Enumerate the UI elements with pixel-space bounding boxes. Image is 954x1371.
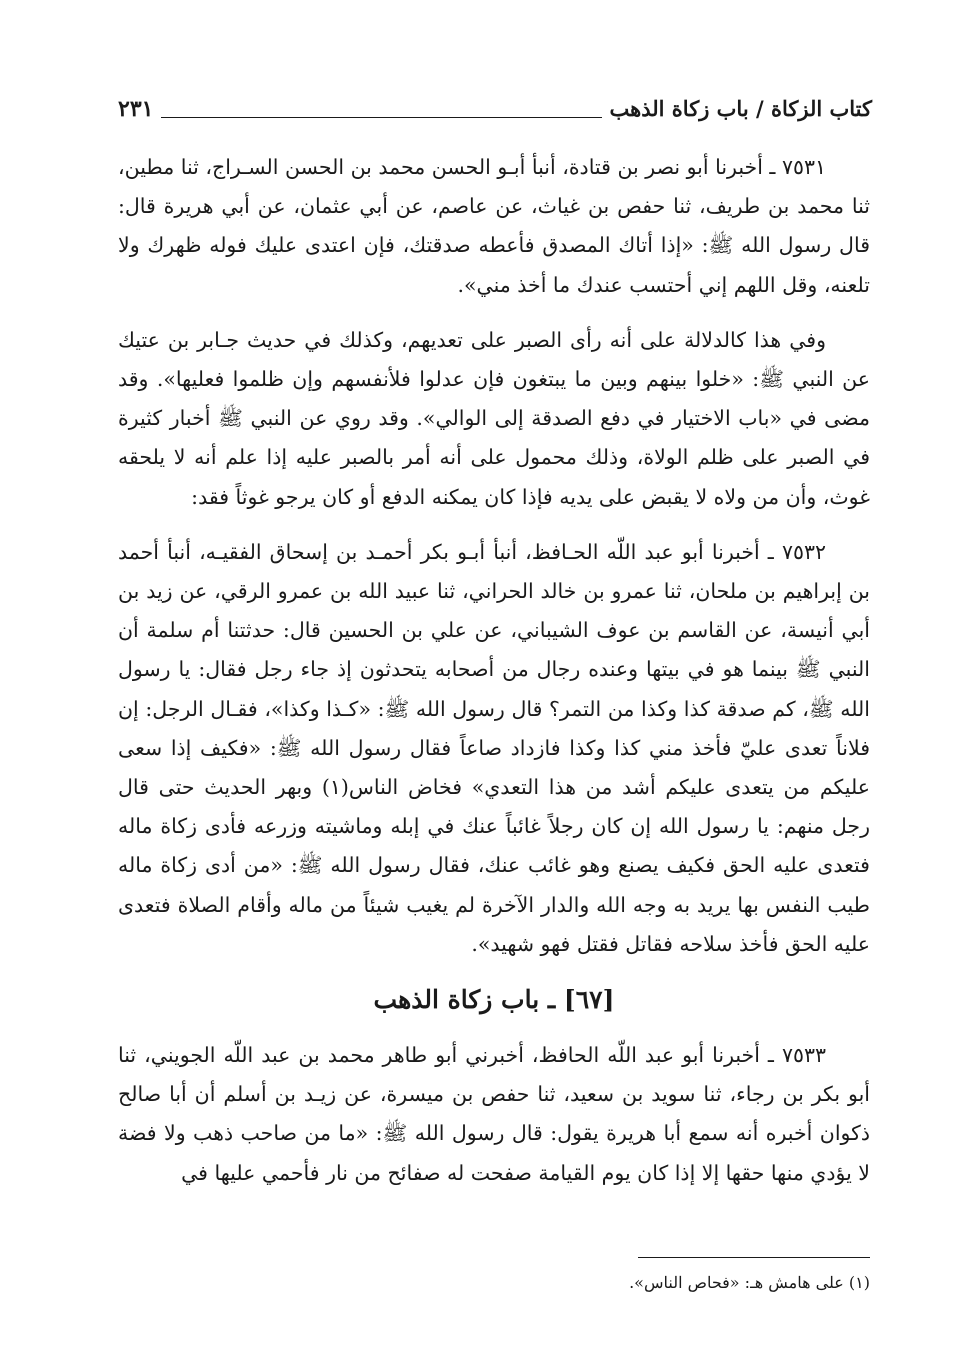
header-rule bbox=[161, 117, 601, 118]
chapter-heading: [٦٧] ـ باب زكاة الذهب bbox=[373, 985, 615, 1015]
footnote: (١) على هامش هـ: «فحاص الناس». bbox=[629, 1273, 870, 1292]
commentary-paragraph: وفي هذا كالدلالة على أنه رأى الصبر على تعديهم، وكذلك في حديث جـابر بن عتيك عن النبي ﷺ: «خلوا بينهم وبين ما يبتغون فإن عدلوا فلأنفسهم وإن ظلموا فعليها». وقد مضى في «باب الاختيار في دفع الصدقة إلى الوالي». وقد روي عن النبي ﷺ أخبار كثيرة في الصبر على ظلم الولاة، وذلك محمول على أنه أمر بالصبر عليه إذا علم أنه لا يلحقه غوث، وأن من ولاه لا يقبض على يديه فإذا كان يمكنه الدفع أو كان يرجو غوثاً فقد: bbox=[118, 327, 870, 509]
hadith-7531: ٧٥٣١ ـ أخبرنا أبو نصر بن قتادة، أنبأ أبـو الحسن محمد بن الحسن السـراج، ثنا مطين، ثنا محمد بن طريف، ثنا حفص بن غياث، عن عاصم، عن أبي عثمان، عن أبي هريرة قال: قال رسول الله ﷺ: «إذا أتاك المصدق فأعطه صدقتك، فإن اعتدى عليك فوله ظهرك ولا تلعنه، وقل اللهم إني أحتسب عندك ما أخذ مني». bbox=[118, 155, 870, 297]
hadith-7533: ٧٥٣٣ ـ أخبرنا أبو عبد اللّه الحافظ، أخبرني أبو طاهر محمد بن عبد اللّه الجويني، ثنا أبو بكر بن رجاء، ثنا سويد بن سعيد، ثنا حفص بن ميسرة، عن زيـد بن أسلم أن أبا صالح ذكوان أخبره أنه سمع أبا هريرة يقول: قال رسول الله ﷺ: «ما من صاحب ذهب ولا فضة لا يؤدي منها حقها إلا إذا كان يوم القيامة صفحت له صفائح من نار فأحمي عليها في bbox=[118, 1043, 870, 1185]
page-number: ٢٣١ bbox=[118, 96, 154, 122]
running-title: كتاب الزكاة / باب زكاة الذهب bbox=[609, 96, 872, 121]
page-header bbox=[118, 84, 872, 124]
footnote-rule bbox=[638, 1257, 870, 1258]
hadith-7532: ٧٥٣٢ ـ أخبرنا أبو عبد اللّه الحـافظ، أنبأ أبـو بكر أحمـد بن إسحاق الفقيـه، أنبأ أحمد بن إبراهيم بن ملحان، ثنا عمرو بن خالد الحراني، ثنا عبيد الله بن عمرو الرقي، عن زيد بن أبي أنيسة، عن القاسم بن عوف الشيباني، عن علي بن الحسين قال: حدثتنا أم سلمة أن النبي ﷺ بينما هو في بيتها وعنده رجال من أصحابه يتحدثون إذ جاء رجل فقال: يا رسول الله ﷺ، كم صدقة كذا وكذا من التمر؟ قال رسول الله ﷺ: «كـذا وكذا»، فقـال الرجل: إن فلاناً تعدى عليّ فأخذ مني كذا وكذا فازداد صاعاً فقال رسول الله ﷺ: «فكيف إذا سعى عليكم من يتعدى عليكم أشد من هذا التعدي» فخاض الناس(١) وبهر الحديث حتى قال رجل منهم: يا رسول الله إن كان رجلاً غائباً عنك في إبله وماشيته وزرعه فأدى زكاة ماله فتعدى عليه الحق فكيف يصنع وهو غائب عنك، فقال رسول الله ﷺ: «من أدى زكاة ماله طيب النفس بها يريد به وجه الله والدار الآخرة لم يغيب شيئاً من ماله وأقام الصلاة فتعدى عليه الحق فأخذ سلاحه فقاتل فقتل فهو شهيد». bbox=[118, 539, 871, 956]
main-text bbox=[118, 148, 870, 1209]
